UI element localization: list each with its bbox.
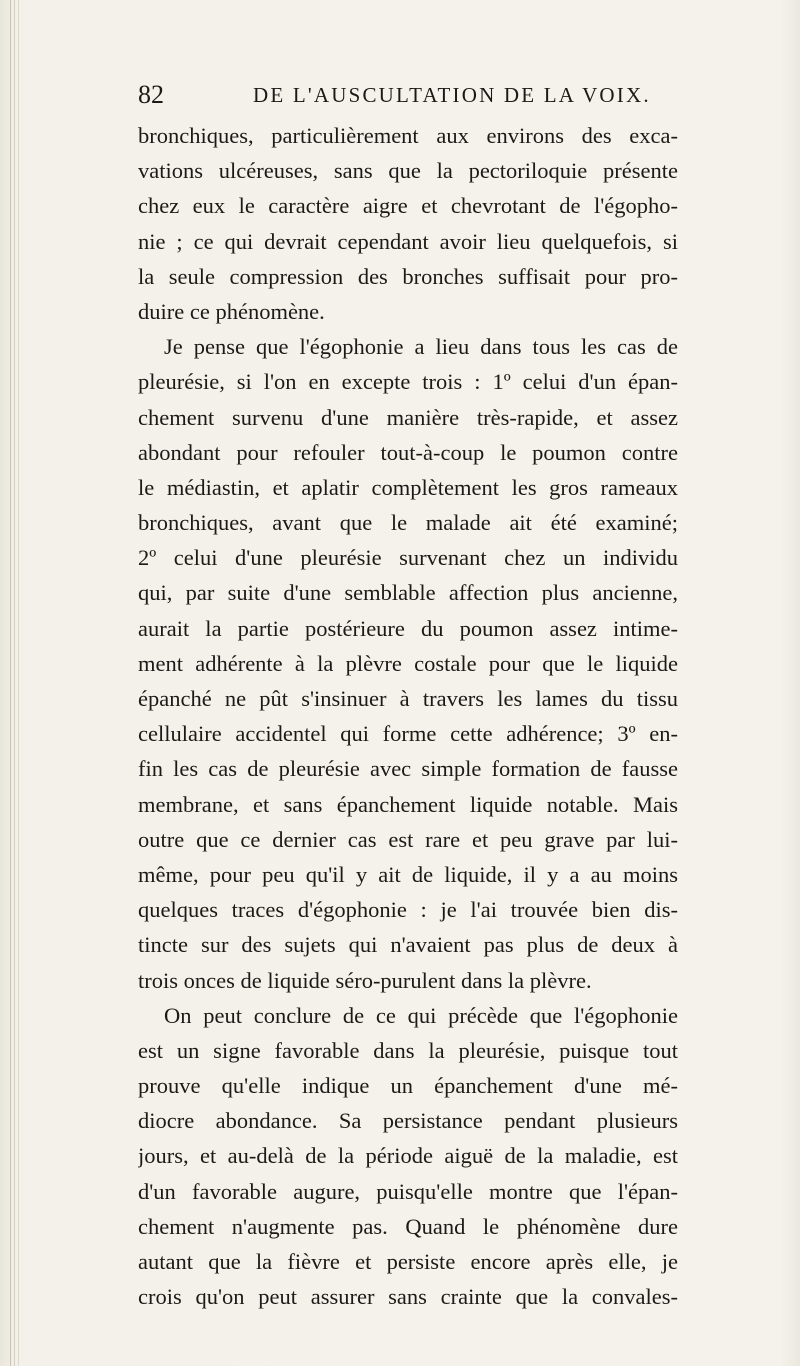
text-line: la seule compression des bronches suffisait pour pro-: [138, 263, 678, 289]
text-line: ment adhérente à la plèvre costale pour que le liquide: [138, 650, 678, 676]
text-line: 2º celui d'une pleurésie survenant chez un individu: [138, 545, 678, 571]
gutter-edge: [14, 0, 15, 1366]
text-line: fin les cas de pleurésie avec simple formation de fausse: [138, 756, 678, 782]
text-line: chez eux le caractère aigre et chevrotant de l'égopho-: [138, 193, 678, 219]
running-head: DE L'AUSCULTATION DE LA VOIX.: [253, 83, 651, 107]
text-line: tincte sur des sujets qui n'avaient pas plus de deux à: [138, 932, 678, 958]
text-line: outre que ce dernier cas est rare et peu grave par lui-: [138, 826, 678, 852]
text-line: d'un favorable augure, puisqu'elle montre que l'épan-: [138, 1178, 678, 1204]
text-line: diocre abondance. Sa persistance pendant plusieurs: [138, 1108, 678, 1134]
text-line: On peut conclure de ce qui précède que l'égophonie: [164, 1002, 678, 1028]
text-line: duire ce phénomène.: [138, 298, 325, 324]
text-line: Je pense que l'égophonie a lieu dans tous les cas de: [164, 334, 678, 360]
gutter-edge: [10, 0, 11, 1366]
text-line: abondant pour refouler tout-à-coup le poumon contre: [138, 439, 678, 465]
text-line: quelques traces d'égophonie : je l'ai trouvée bien dis-: [138, 897, 678, 923]
page-number: 82: [138, 80, 164, 109]
text-line: qui, par suite d'une semblable affection plus ancienne,: [138, 580, 678, 606]
text-line: autant que la fièvre et persiste encore après elle, je: [138, 1249, 678, 1274]
text-line: épanché ne pût s'insinuer à travers les lames du tissu: [138, 686, 678, 711]
text-line: chement survenu d'une manière très-rapide, et assez: [138, 404, 678, 430]
text-line: crois qu'on peut assurer sans crainte que la convales-: [138, 1284, 678, 1310]
text-line: bronchiques, particulièrement aux environs des exca-: [138, 123, 678, 148]
text-line: chement n'augmente pas. Quand le phénomène dure: [138, 1213, 678, 1239]
text-line: prouve qu'elle indique un épanchement d'une mé-: [138, 1073, 678, 1099]
text-line: pleurésie, si l'on en excepte trois : 1º celui d'un épan-: [138, 369, 678, 395]
text-line: aurait la partie postérieure du poumon assez intime-: [138, 615, 678, 641]
text-line: cellulaire accidentel qui forme cette adhérence; 3º en-: [138, 721, 678, 747]
body-text: [138, 118, 678, 1314]
text-line: bronchiques, avant que le malade ait été examiné;: [138, 510, 678, 536]
text-line: est un signe favorable dans la pleurésie, puisque tout: [138, 1037, 678, 1063]
text-line: jours, et au-delà de la période aiguë de la maladie, est: [138, 1143, 678, 1169]
text-line: vations ulcéreuses, sans que la pectoriloquie présente: [138, 158, 678, 184]
text-line: même, pour peu qu'il y ait de liquide, il y a au moins: [138, 861, 678, 887]
text-line: le médiastin, et aplatir complètement les gros rameaux: [138, 474, 678, 500]
text-line: nie ; ce qui devrait cependant avoir lieu quelquefois, si: [138, 228, 678, 254]
text-line: trois onces de liquide séro-purulent dans la plèvre.: [138, 967, 592, 993]
text-line: membrane, et sans épanchement liquide notable. Mais: [138, 791, 678, 817]
page-header: [138, 78, 678, 112]
gutter-edge: [18, 0, 19, 1366]
